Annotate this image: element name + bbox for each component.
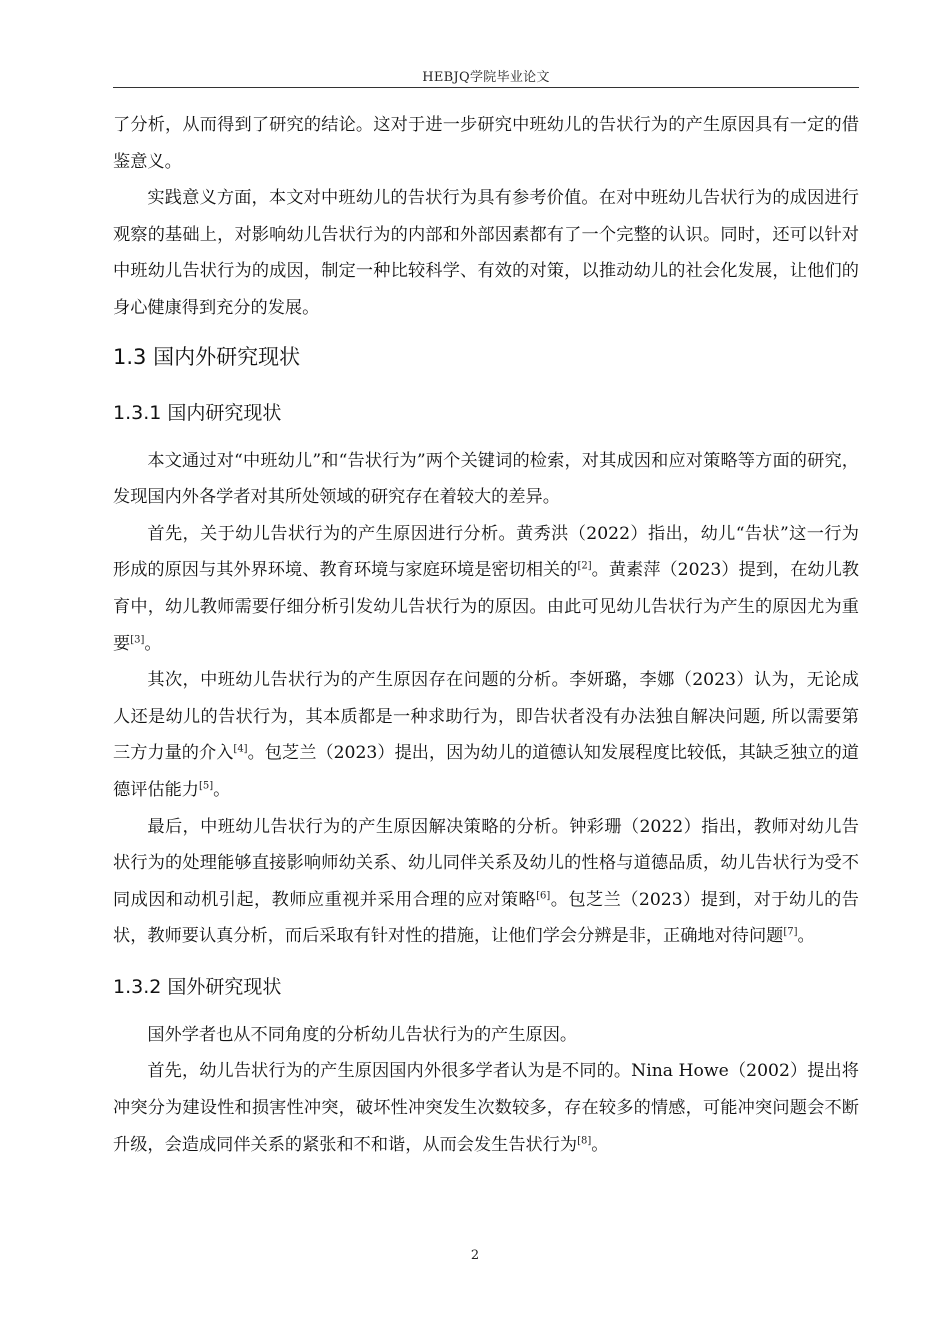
- paragraph-domestic-causes: [113, 516, 859, 662]
- citation-ref: [3]: [130, 633, 145, 645]
- citation-ref: [2]: [577, 560, 592, 572]
- paragraph-domestic-strategies: [113, 809, 859, 955]
- text-run: 首先，幼儿告状行为的产生原因国内外很多学者认为是不同的。Nina Howe（2002）提出将冲突分为建设性和损害性冲突，破坏性冲突发生次数较多，存在较多的情感，可能冲突问题会不断升级，会造成同伴关系的紧张和不和谐，从而会发生告状行为: [113, 1061, 859, 1155]
- text-run: 首先，关于幼儿告状行为的产生原因进行分析。黄秀洪（2022）指出，幼儿“告状”这一行为形成的原因与其外界环境、教育环境与家庭环境是密切相关的: [113, 523, 859, 581]
- text-run: 最后，中班幼儿告状行为的产生原因解决策略的分析。钟彩珊（2022）指出，教师对幼儿告状行为的处理能够直接影响师幼关系、幼儿同伴关系及幼儿的性格与道德品质，幼儿告状行为受不同成因和动机引起，教师应重视并采用合理的应对策略: [113, 816, 859, 910]
- text-run: 。: [213, 779, 231, 800]
- text-run: 。包芝兰（2023）提出，因为幼儿的道德认知发展程度比较低，其缺乏独立的道德评估能力: [113, 743, 859, 800]
- citation-ref: [7]: [783, 926, 798, 938]
- paragraph-domestic-intro: 本文通过对“中班幼儿”和“告状行为”两个关键词的检索，对其成因和应对策略等方面的研究，发现国内外各学者对其所处领域的研究存在着较大的差异。: [113, 450, 859, 508]
- header-rule: [113, 87, 859, 88]
- section-heading-1-3: 1.3 国内外研究现状: [113, 344, 301, 369]
- page-body: [113, 107, 859, 1163]
- citation-ref: [5]: [198, 780, 214, 792]
- subsection-heading-1-3-2: 1.3.2 国外研究现状: [113, 975, 282, 998]
- citation-ref: [4]: [233, 743, 248, 755]
- paragraph-continuation: 了分析，从而得到了研究的结论。这对于进一步研究中班幼儿的告状行为的产生原因具有一定的借鉴意义。: [113, 115, 859, 172]
- subsection-heading-1-3-1: 1.3.1 国内研究现状: [113, 401, 282, 424]
- text-run: 。: [144, 633, 162, 654]
- text-run: 。包芝兰（2023）提到，对于幼儿的告状，教师要认真分析，而后采取有针对性的措施，让他们学会分辨是非，正确地对待问题: [113, 889, 859, 947]
- citation-ref: [6]: [536, 889, 551, 901]
- page-number: 2: [470, 1248, 480, 1263]
- running-header: HEBJQ学院毕业论文: [422, 70, 550, 85]
- citation-ref: [8]: [577, 1134, 592, 1146]
- paragraph-foreign-intro: 国外学者也从不同角度的分析幼儿告状行为的产生原因。: [147, 1024, 578, 1045]
- paragraph-foreign-causes: [113, 1053, 859, 1163]
- paragraph-domestic-problems: [113, 662, 859, 808]
- text-run: 。: [797, 926, 815, 947]
- text-run: 其次，中班幼儿告状行为的产生原因存在问题的分析。李妍璐，李娜（2023）认为，无论成人还是幼儿的告状行为，其本质都是一种求助行为，即告状者没有办法独自解决问题, 所以需要第三方力量的介入: [113, 670, 859, 764]
- text-run: 。黄素萍（2023）提到，在幼儿教育中，幼儿教师需要仔细分析引发幼儿告状行为的原因。由此可见幼儿告状行为产生的原因尤为重要: [113, 560, 859, 654]
- text-run: 。: [591, 1134, 609, 1155]
- paragraph-practical-significance: 实践意义方面，本文对中班幼儿的告状行为具有参考价值。在对中班幼儿告状行为的成因进行观察的基础上，对影响幼儿告状行为的内部和外部因素都有了一个完整的认识。同时，还可以针对中班幼儿告状行为的成因，制定一种比较科学、有效的对策，以推动幼儿的社会化发展，让他们的身心健康得到充分的发展。: [113, 188, 859, 318]
